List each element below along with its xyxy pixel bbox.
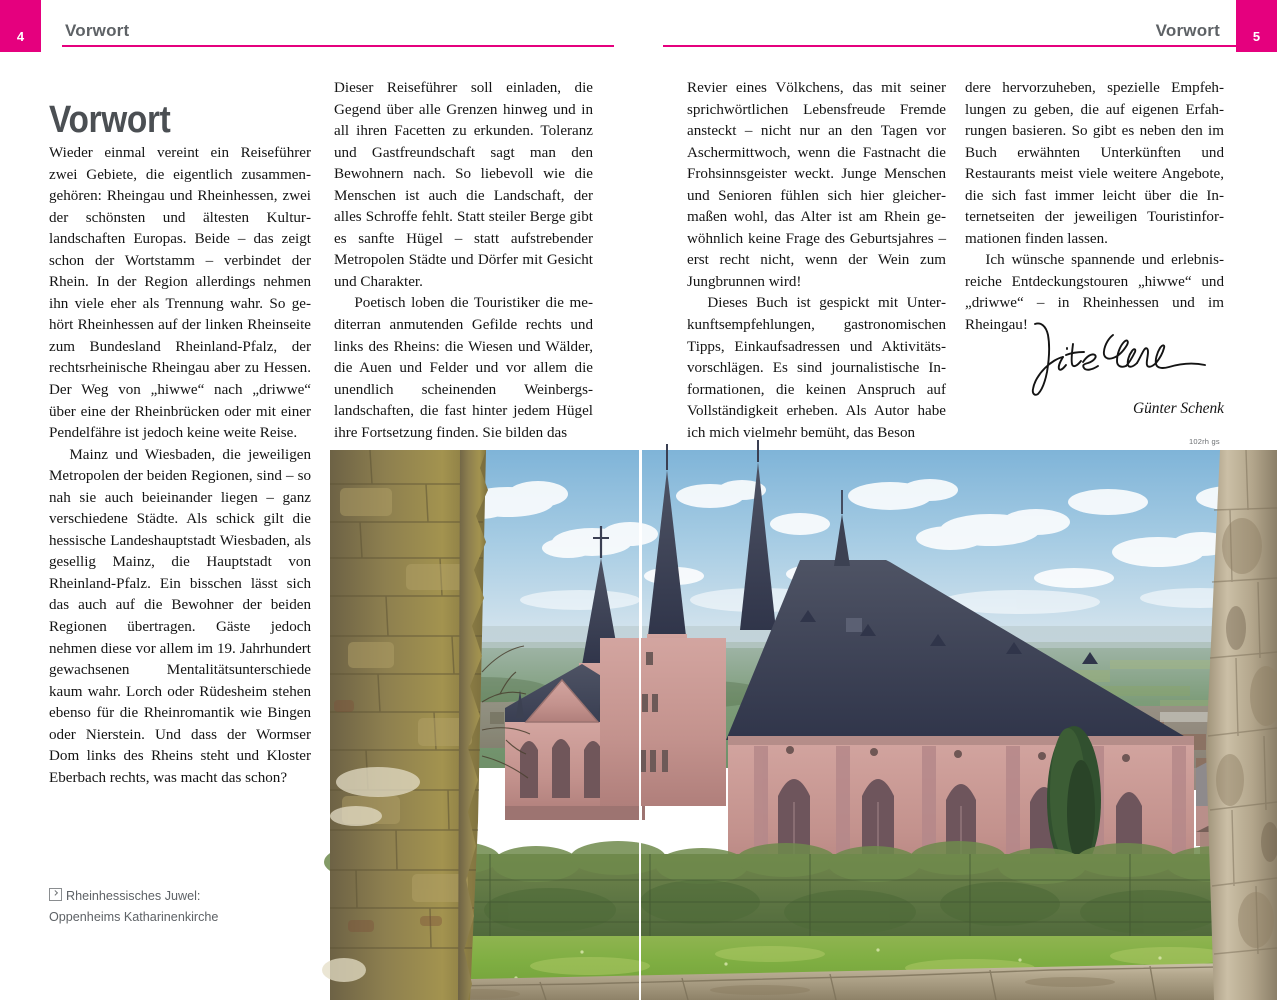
photo-image bbox=[330, 450, 1277, 1000]
caption-line-1: Rheinhessisches Juwel: bbox=[66, 889, 201, 903]
paragraph: Mainz und Wiesbaden, die jeweiligen Metropolen der beiden Regionen, sind – so nah sie auch beieinander liegen – ganz verschiedene Städte. Als schick gilt die hessische Landeshauptstadt Wiesbaden, als gesellig Mainz, die Hauptstadt von Rheinland-Pfalz. Ein bisschen lässt sich das auch auf die Bewohner der beiden Regionen übertragen. Gäste jedoch nehmen diese vor allem im 19. Jahrhundert gewachsenen Mentalitätsunterschiede kaum wahr. Lorch oder Rüdesheim stehen ebenso für die Rheinromantik wie Bingen oder Nierstein. Und dass der Wormser Dom links des Rheins steht und Kloster Eberbach rechts, was macht das schon? bbox=[49, 446, 311, 786]
signature-name: Günter Schenk bbox=[1132, 400, 1224, 417]
folio-tab-right bbox=[1236, 0, 1277, 52]
text-column-1 bbox=[49, 143, 311, 789]
page-title: Vorwort bbox=[49, 99, 171, 142]
text-column-2 bbox=[334, 78, 593, 444]
page-number-right: 5 bbox=[1252, 29, 1261, 44]
paragraph: Revier eines Völkchens, das mit seiner sprichwörtlichen Lebensfreude Fremde ansteckt – nicht nur an den Tagen vor Aschermittwoch, wenn die Fastnacht die Frohsinnsgeister weckt. Junge Menschen und Senioren fühlen sich hier gleichermaßen wohl, das Alter ist am Rhein gewöhnlich keine Frage des Geburtsjahres – erst recht nicht, wenn der Wein zum Jungbrunnen wird! bbox=[687, 80, 946, 290]
caption-arrow-icon bbox=[49, 888, 62, 901]
paragraph: Poetisch loben die Touristiker die mediterran anmutenden Gefilde rechts und links des Rheins: die Wiesen und Wälder, die Auen und Felder und vor allem die unendlich scheinenden Weinbergslandschaften, die fast hinter jedem Hügel ihre Fortsetzung finden. Sie bilden das bbox=[334, 295, 593, 441]
handwritten-signature-icon bbox=[1027, 318, 1212, 396]
folio-tab-left bbox=[0, 0, 41, 52]
page-number-left: 4 bbox=[16, 29, 25, 44]
running-head-rule-right bbox=[663, 45, 1236, 47]
text-column-4 bbox=[965, 78, 1224, 337]
paragraph: Ich wünsche spannende und erlebnisreiche Entdeckungstouren „hiwwe“ und „driwwe“ – in Rheinhessen und im Rheingau! bbox=[965, 252, 1224, 334]
running-head-left bbox=[0, 0, 614, 52]
text-column-3 bbox=[687, 78, 946, 444]
running-head-left-label: Vorwort bbox=[65, 21, 130, 40]
photo-caption bbox=[49, 886, 314, 928]
paragraph: Dieses Buch ist gespickt mit Unterkunftsempfehlungen, gastronomischen Tipps, Einkaufsadressen und Aktivitätsvorschlägen. Es sind journalistische Informationen, die keinen Anspruch auf Vollständigkeit erheben. Als Autor habe ich mich vielmehr bemüht, das Beson bbox=[687, 295, 946, 441]
running-head-right bbox=[663, 0, 1277, 52]
page-fold-gutter bbox=[639, 450, 641, 1000]
paragraph: dere hervorzuheben, spezielle Empfehlungen zu geben, die auf eigenen Erfahrungen basieren. So gibt es neben den im Buch erwähnten Unterkünften und Restaurants meist viele weitere Angebote, die sich fast immer leicht über die Internetseiten der jeweiligen Touristinformationen finden lassen. bbox=[965, 80, 1224, 247]
paragraph: Wieder einmal vereint ein Reiseführer zwei Gebiete, die eigentlich zusammengehören: Rheingau und Rheinhessen, zwei der schönsten und ältesten Kulturlandschaften Europas. Beide – das zeigt schon der Wortstamm – verbindet der Rhein. In der Region allerdings nehmen ihn viele eher als Trennung wahr. So gehört Rheinhessen auf der linken Rheinseite zum Bundesland Rheinland-Pfalz, der rechtsrheinische Rheingau aber zu Hessen. Der Weg von „hiwwe“ nach „driwwe“ über eine der Rheinbrücken oder mit einer Pendelfähre ist jedoch keine weite Reise. bbox=[49, 145, 311, 442]
caption-line-2: Oppenheims Katharinenkirche bbox=[49, 910, 219, 924]
signature-block bbox=[965, 318, 1224, 428]
paragraph: Dieser Reiseführer soll einladen, die Gegend über alle Grenzen hinweg und in all ihren Facetten zu erkunden. Toleranz und Gastfreundschaft sagt man den Bewohnern nach. So liebevoll wie die Menschen ist auch die Landschaft, der alles Schroffe fehlt. Statt steiler Berge gibt es sanfte Hügel – statt aufstrebender Metropolen Städte und Dörfer mit Gesicht und Charakter. bbox=[334, 80, 593, 290]
running-head-right-label: Vorwort bbox=[1155, 21, 1220, 40]
photo-oppenheim-katharinenkirche bbox=[330, 437, 1277, 1000]
photo-credit: 102rh gs bbox=[1189, 437, 1220, 446]
running-head-rule-left bbox=[62, 45, 614, 47]
